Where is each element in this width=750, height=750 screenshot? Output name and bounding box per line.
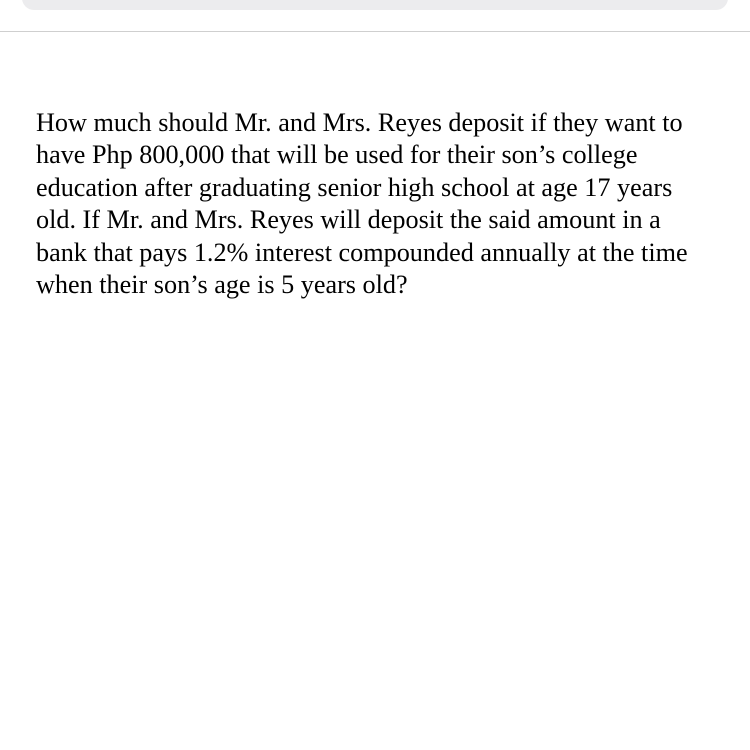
top-bar: [0, 0, 750, 32]
search-bar[interactable]: [22, 0, 728, 10]
question-text: How much should Mr. and Mrs. Reyes deposit if they want to have Php 800,000 that will be used for their son’s college education after graduating senior high school at age 17 years old. If Mr. and Mrs. Reyes will deposit the said amount in a bank that pays 1.2% interest compounded annually at the time when their son’s age is 5 years old?: [36, 108, 688, 300]
